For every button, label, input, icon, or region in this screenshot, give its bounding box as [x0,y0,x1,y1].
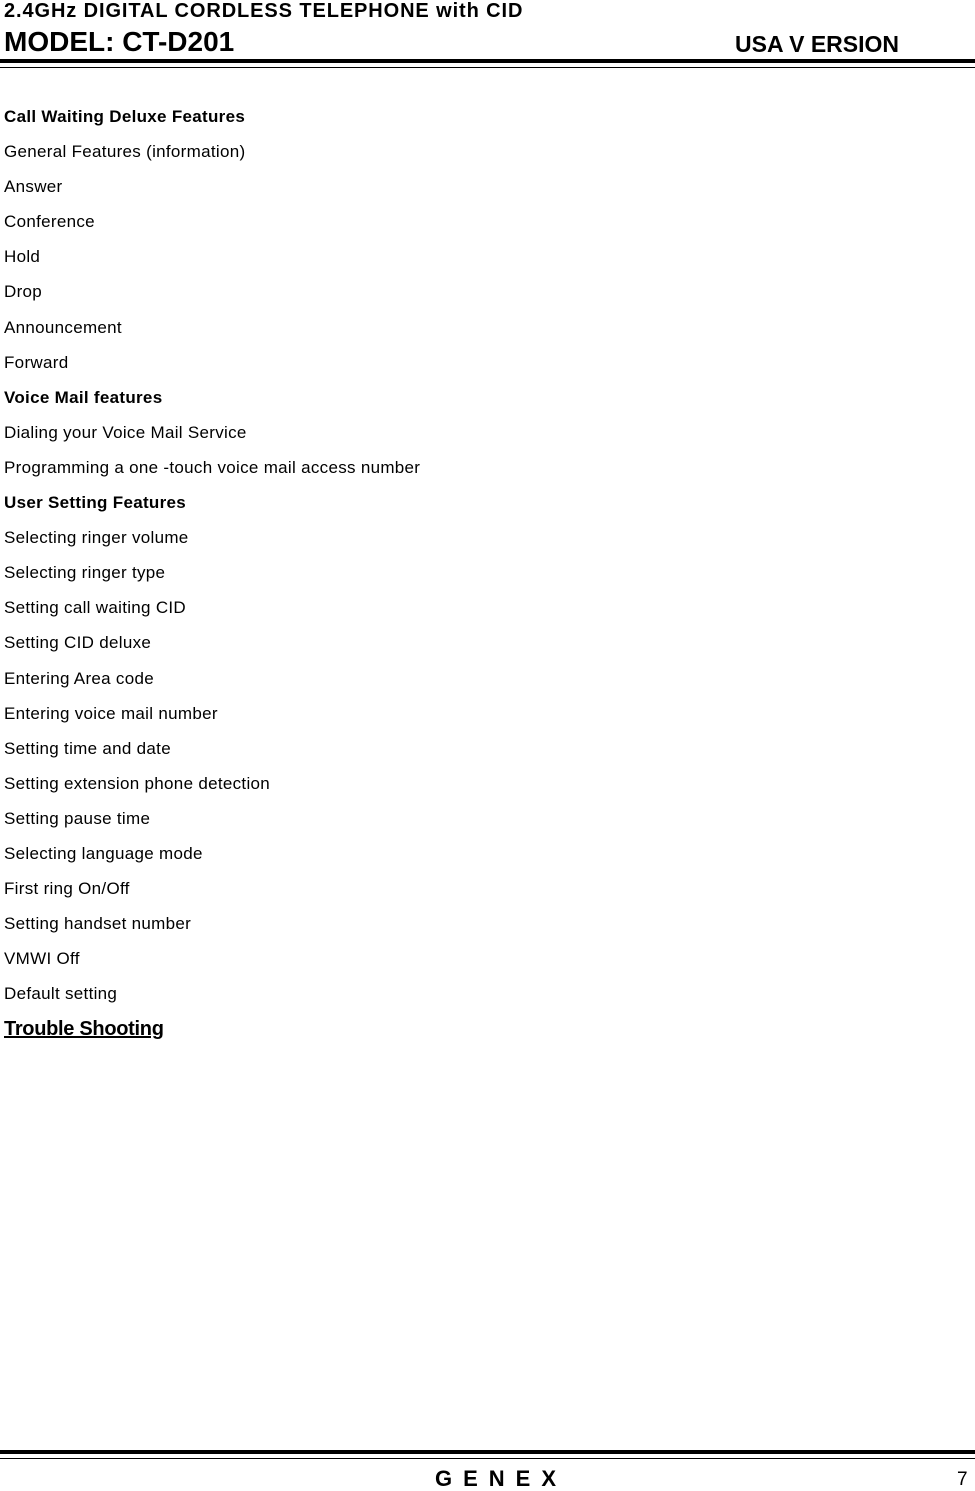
toc-item: Programming a one -touch voice mail access number [4,457,421,477]
toc-section-heading: Voice Mail features [4,387,163,407]
toc-item: Answer [4,177,63,197]
toc-item: Selecting ringer volume [4,528,189,548]
toc-item: Drop [4,282,43,302]
footer-rule-thin [0,1458,975,1459]
toc-item: Entering Area code [4,668,154,688]
toc-item: First ring On/Off [4,879,130,899]
toc-item: Default setting [4,984,118,1004]
page-number: 7 [957,1469,968,1490]
toc-item: Selecting ringer type [4,563,166,583]
toc-item: Setting extension phone detection [4,773,271,793]
toc-item: Forward [4,352,69,372]
toc-item: Hold [4,247,41,267]
toc-item: Conference [4,212,95,232]
toc-item: VMWI Off [4,949,80,969]
model-number: MODEL: CT-D201 [4,26,235,57]
toc-item: Setting CID deluxe [4,633,152,653]
toc-item: Setting time and date [4,738,171,758]
toc-section-heading: Trouble Shooting [4,1018,164,1041]
toc-item: Setting handset number [4,914,192,934]
toc-item: Setting pause time [4,808,151,828]
toc-item: Entering voice mail number [4,703,218,723]
toc-section-heading: Call Waiting Deluxe Features [4,107,246,126]
toc-item: General Features (information) [4,142,246,162]
toc-item: Dialing your Voice Mail Service [4,422,247,442]
header-rule-thin [0,67,975,68]
table-of-contents [4,107,420,1055]
toc-item: Selecting language mode [4,843,203,863]
header-rule-thick [0,59,975,63]
footer-rule-thick [0,1450,975,1454]
toc-section-heading: User Setting Features [4,493,187,513]
version-label: USA V ERSION [735,31,900,57]
toc-item: Setting call waiting CID [4,598,186,618]
document-title: 2.4GHz DIGITAL CORDLESS TELEPHONE with CID [4,0,524,22]
brand-name: GENEX [435,1466,568,1491]
toc-item: Announcement [4,317,122,337]
